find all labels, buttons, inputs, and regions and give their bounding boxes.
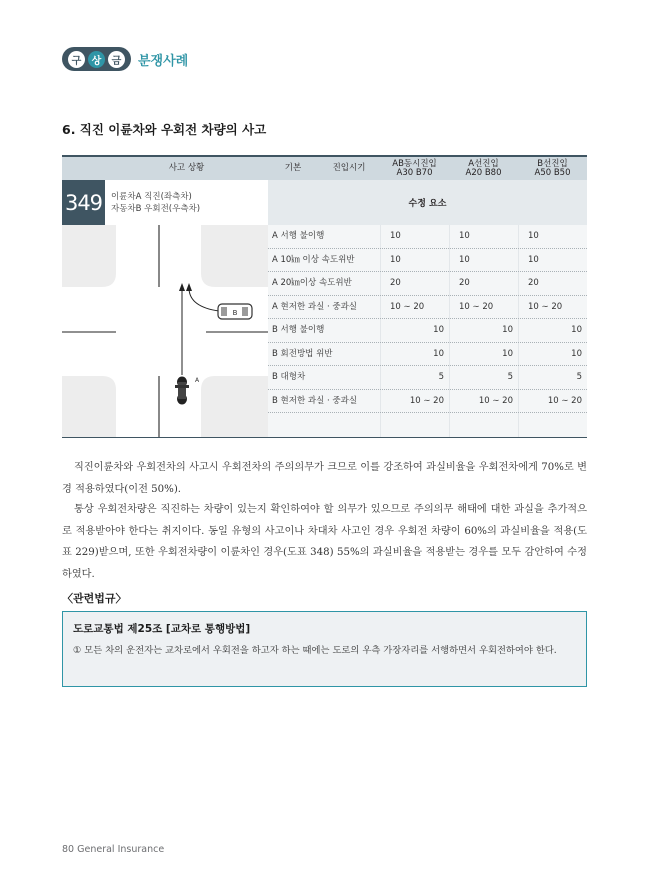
motorcycle-a-label: A <box>195 377 200 384</box>
row-label: B 현저한 과실 · 중과실 <box>272 395 358 406</box>
law-title: 도로교통법 제25조 [교차로 통행방법] <box>73 623 251 635</box>
case-number: 349 <box>62 180 105 225</box>
table-row <box>268 319 587 343</box>
case-desc-line2: 자동차B 우회전(우측차) <box>111 204 201 215</box>
block-top-left <box>62 225 116 287</box>
publication-name: General Insurance <box>77 844 165 855</box>
row-label: A 10㎞ 이상 속도위반 <box>272 254 355 265</box>
row-value-col2: 10 <box>502 348 513 359</box>
block-bottom-right <box>201 376 268 437</box>
table-header <box>62 155 587 180</box>
header-col3-line1: B선진입 <box>537 158 568 169</box>
page-footer <box>62 844 164 855</box>
row-value-col1: 10 ∼ 20 <box>409 395 444 406</box>
table-row <box>268 272 587 296</box>
header-base: 기본 <box>284 163 302 174</box>
header-col3-line2: A50 B50 <box>534 167 571 178</box>
row-value-col3: 5 <box>576 372 582 382</box>
row-value-col1: 5 <box>438 372 444 382</box>
row-value-col1: 10 <box>390 254 401 265</box>
table-row <box>268 225 587 249</box>
row-value-col2: 10 ∼ 20 <box>478 395 513 406</box>
header-situation: 사고 상황 <box>168 163 205 174</box>
badge-char-1: 구 <box>68 51 85 68</box>
row-label: A 서행 불이행 <box>272 231 325 241</box>
paragraph-1: 직진이륜차와 우회전차의 사고시 우회전차의 주의의무가 크므로 이를 강조하여 과실비율을 우회전차에게 70%로 변경 적용하였다(이전 50%). <box>62 462 587 495</box>
row-value-col2: 10 <box>459 254 470 265</box>
table-row <box>268 296 587 320</box>
modification-header: 수정 요소 <box>268 180 587 225</box>
section-title: 6. 직진 이륜차와 우회전 차량의 사고 <box>62 122 267 137</box>
row-value-col1: 10 <box>390 231 401 241</box>
block-top-right <box>201 225 268 287</box>
badge-pill <box>62 47 131 71</box>
accident-table <box>62 155 587 438</box>
row-value-col1: 10 <box>433 325 444 335</box>
row-value-col3: 10 <box>571 325 582 335</box>
block-bottom-left <box>62 376 116 437</box>
law-text: ① 모든 차의 운전자는 교차로에서 우회전을 하고자 하는 때에는 도로의 우측 가장자리를 서행하면서 우회전하여야 한다. <box>73 645 557 656</box>
header-col1-line2: A30 B70 <box>396 167 433 178</box>
table-bottom-rule <box>62 437 587 438</box>
row-value-col2: 10 ∼ 20 <box>459 301 494 312</box>
row-label: B 회전방법 위반 <box>272 348 333 359</box>
row-value-col3: 10 <box>528 231 539 241</box>
header-col2-line2: A20 B80 <box>465 167 502 178</box>
case-description <box>105 180 268 225</box>
related-law-heading: 〈관련법규〉 <box>62 592 127 605</box>
case-desc-line1: 이륜차A 직진(좌측차) <box>111 192 192 202</box>
car-b-icon <box>218 304 252 319</box>
intersection-svg <box>62 225 268 437</box>
row-value-col3: 10 ∼ 20 <box>547 395 582 406</box>
header-col2 <box>449 157 518 180</box>
intersection-diagram <box>62 225 268 437</box>
row-label: A 현저한 과실 · 중과실 <box>272 301 358 312</box>
header-col3 <box>518 157 587 180</box>
header-col1 <box>380 157 449 180</box>
table-row <box>268 343 587 367</box>
row-value-col1: 20 <box>390 278 401 288</box>
row-value-col3: 10 <box>528 254 539 265</box>
badge-char-2: 상 <box>88 51 105 68</box>
row-label: B 서행 불이행 <box>272 325 325 335</box>
table-row <box>268 390 587 414</box>
row-label: B 대형차 <box>272 372 306 382</box>
badge-char-3: 금 <box>108 51 125 68</box>
header-badge <box>62 47 188 71</box>
header-col1-line1: AB동시진입 <box>392 158 437 169</box>
header-col2-line1: A선진입 <box>468 158 499 169</box>
paragraph-2: 통상 우회전차량은 직진하는 차량이 있는지 확인하여야 할 의무가 있으므로 주의의무 해태에 대한 과실을 추가적으로 적용받아야 한다는 취지이다. 동일 유형의 사고이나 차대차 사고인 경우 우회전 차량이 60%의 과실비율을 적용(도표 229)받으며, 또한 우회전차량이 이륜차인 경우(도표 348) 55%의 과실비율을 적용받는 경우를 모두 감안하여 수정하였다. <box>62 504 587 580</box>
row-value-col2: 5 <box>507 372 513 382</box>
row-label: A 20㎞이상 속도위반 <box>272 278 352 288</box>
row-value-col3: 10 ∼ 20 <box>528 301 563 312</box>
row-value-col1: 10 ∼ 20 <box>390 301 425 312</box>
table-row <box>268 366 587 390</box>
row-value-col3: 10 <box>571 348 582 359</box>
row-value-col2: 10 <box>459 231 470 241</box>
row-value-col2: 20 <box>459 278 470 288</box>
car-b-label: B <box>232 309 238 317</box>
row-value-col1: 10 <box>433 348 444 359</box>
header-entry-time: 진입시기 <box>332 163 366 174</box>
related-law-box <box>62 611 587 687</box>
table-row <box>268 249 587 273</box>
row-value-col2: 10 <box>502 325 513 335</box>
page-number: 80 <box>62 844 75 855</box>
row-value-col3: 20 <box>528 278 539 288</box>
badge-label: 분쟁사례 <box>138 53 189 69</box>
